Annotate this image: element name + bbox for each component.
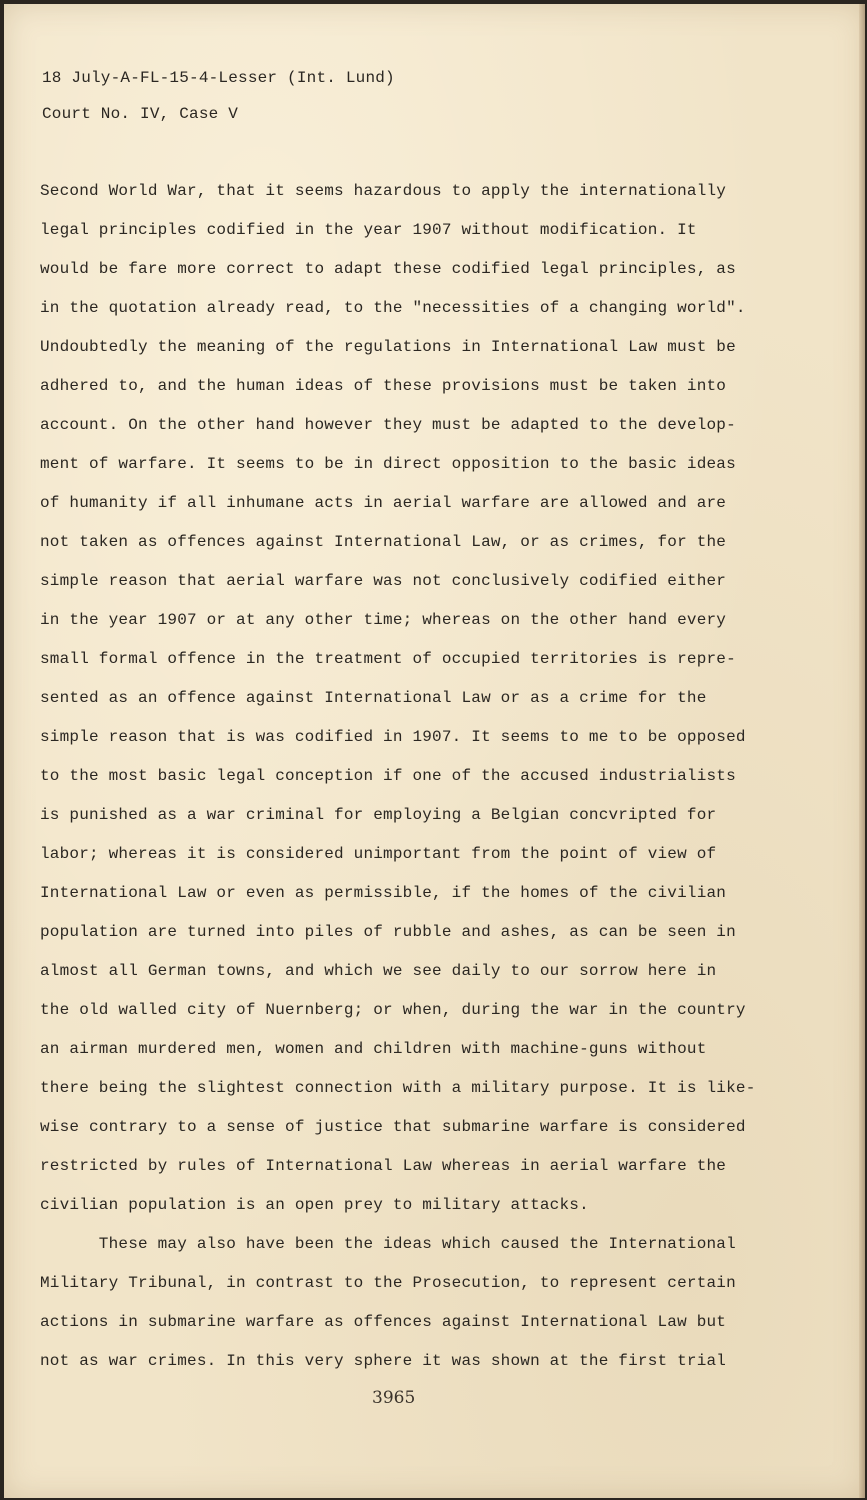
court-line: Court No. IV, Case V <box>42 105 239 123</box>
body-text-line: would be fare more correct to adapt these codified legal principles, as <box>40 260 736 278</box>
body-text-line: actions in submarine warfare as offences against International Law but <box>40 1313 727 1331</box>
body-text-line: in the year 1907 or at any other time; whereas on the other hand every <box>40 611 727 629</box>
page-edge-shadow <box>859 4 865 1498</box>
body-text-line: an airman murdered men, women and children with machine-guns without <box>40 1040 707 1058</box>
body-text-line: adhered to, and the human ideas of these provisions must be taken into <box>40 377 727 395</box>
body-text-line: almost all German towns, and which we see daily to our sorrow here in <box>40 962 717 980</box>
body-text-line: the old walled city of Nuernberg; or when, during the war in the country <box>40 1001 746 1019</box>
body-text-line: simple reason that aerial warfare was not conclusively codified either <box>40 572 727 590</box>
body-text-line: is punished as a war criminal for employing a Belgian concvripted for <box>40 806 717 824</box>
body-text-line: not taken as offences against International Law, or as crimes, for the <box>40 533 727 551</box>
body-text-line: These may also have been the ideas which caused the International <box>40 1235 736 1253</box>
body-text-line: not as war crimes. In this very sphere it was shown at the first trial <box>40 1352 727 1370</box>
body-text-line: International Law or even as permissible, if the homes of the civilian <box>40 884 727 902</box>
reference-line: 18 July-A-FL-15-4-Lesser (Int. Lund) <box>42 69 395 87</box>
document-body <box>40 172 756 1381</box>
document-page <box>4 4 865 1498</box>
body-text-line: wise contrary to a sense of justice that submarine warfare is considered <box>40 1118 746 1136</box>
page-number: 3965 <box>372 1388 416 1408</box>
body-text-line: sented as an offence against International Law or as a crime for the <box>40 689 707 707</box>
body-text-line: legal principles codified in the year 1907 without modification. It <box>40 221 697 239</box>
body-text-line: population are turned into piles of rubble and ashes, as can be seen in <box>40 923 736 941</box>
body-text-line: civilian population is an open prey to military attacks. <box>40 1196 589 1214</box>
body-text-line: labor; whereas it is considered unimportant from the point of view of <box>40 845 717 863</box>
body-text-line: to the most basic legal conception if one of the accused industrialists <box>40 767 736 785</box>
document-header <box>42 60 395 132</box>
body-text-line: small formal offence in the treatment of occupied territories is repre- <box>40 650 736 668</box>
body-text-line: Military Tribunal, in contrast to the Prosecution, to represent certain <box>40 1274 736 1292</box>
body-text-line: of humanity if all inhumane acts in aerial warfare are allowed and are <box>40 494 727 512</box>
body-text-line: in the quotation already read, to the "necessities of a changing world". <box>40 299 746 317</box>
body-text-line: restricted by rules of International Law whereas in aerial warfare the <box>40 1157 727 1175</box>
body-text-line: ment of warfare. It seems to be in direct opposition to the basic ideas <box>40 455 736 473</box>
body-text-line: Undoubtedly the meaning of the regulations in International Law must be <box>40 338 736 356</box>
body-text-line: Second World War, that it seems hazardous to apply the internationally <box>40 182 727 200</box>
body-text-line: simple reason that is was codified in 1907. It seems to me to be opposed <box>40 728 746 746</box>
body-text-line: there being the slightest connection with a military purpose. It is like- <box>40 1079 756 1097</box>
body-text-line: account. On the other hand however they must be adapted to the develop- <box>40 416 736 434</box>
